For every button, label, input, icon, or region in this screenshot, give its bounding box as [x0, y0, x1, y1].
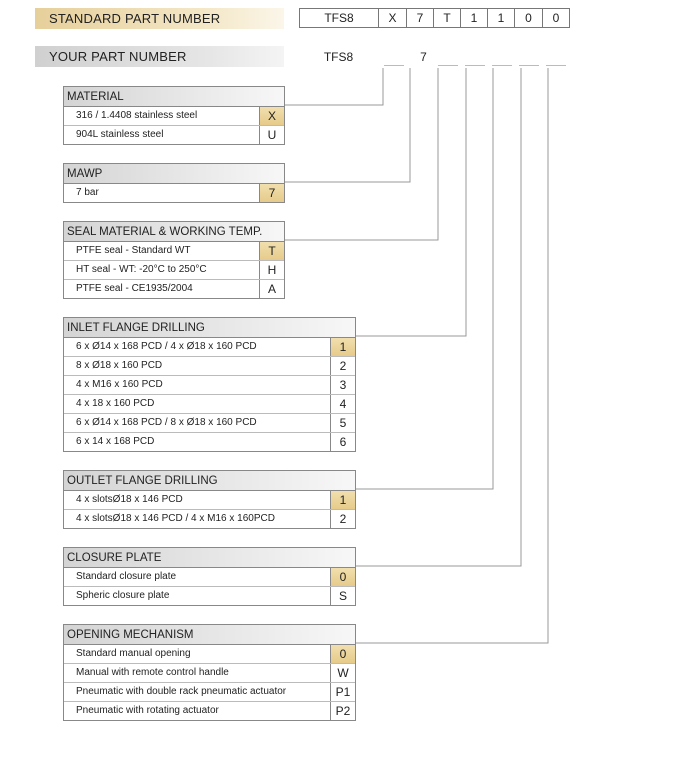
connector-seal	[285, 68, 438, 240]
section-material	[63, 86, 285, 145]
section-title: SEAL MATERIAL & WORKING TEMP.	[63, 221, 285, 241]
option-description: Spheric closure plate	[76, 590, 170, 601]
option-row[interactable]	[64, 682, 355, 701]
option-table	[63, 567, 356, 606]
option-table	[63, 183, 285, 203]
option-row[interactable]	[64, 491, 355, 509]
section-title: MATERIAL	[63, 86, 285, 106]
option-description: Standard manual opening	[76, 648, 191, 659]
standard-code-seal: T	[433, 8, 460, 28]
option-row[interactable]	[64, 394, 355, 413]
option-description: 4 x 18 x 160 PCD	[76, 398, 155, 409]
your-part-number-label: YOUR PART NUMBER	[35, 46, 284, 67]
option-description: 316 / 1.4408 stainless steel	[76, 110, 198, 121]
option-row[interactable]	[64, 663, 355, 682]
section-seal-material	[63, 221, 285, 299]
option-row[interactable]	[64, 338, 355, 356]
option-description: Standard closure plate	[76, 571, 177, 582]
connector-material	[285, 68, 383, 105]
connector-outlet	[356, 68, 493, 489]
option-code-selected: T	[259, 242, 284, 260]
option-row[interactable]	[64, 586, 355, 605]
option-code: H	[259, 261, 284, 279]
option-code: 2	[330, 510, 355, 528]
option-description: PTFE seal - CE1935/2004	[76, 283, 193, 294]
option-code: W	[330, 664, 355, 682]
option-description: 4 x M16 x 160 PCD	[76, 379, 163, 390]
your-code-mawp: 7	[420, 50, 427, 64]
option-description: 7 bar	[76, 187, 99, 198]
option-description: Pneumatic with double rack pneumatic actuator	[76, 686, 287, 697]
option-row[interactable]	[64, 645, 355, 663]
option-code: 3	[330, 376, 355, 394]
option-code: 4	[330, 395, 355, 413]
connector-opening	[356, 68, 548, 643]
option-table	[63, 490, 356, 529]
option-row[interactable]	[64, 375, 355, 394]
option-description: Manual with remote control handle	[76, 667, 229, 678]
option-code: 6	[330, 433, 355, 451]
option-description: 6 x Ø14 x 168 PCD / 4 x Ø18 x 160 PCD	[76, 341, 257, 352]
option-description: HT seal - WT: -20°C to 250°C	[76, 264, 207, 275]
option-row[interactable]	[64, 568, 355, 586]
option-row[interactable]	[64, 356, 355, 375]
option-description: Pneumatic with rotating actuator	[76, 705, 219, 716]
connector-inlet	[356, 68, 466, 336]
option-code: P1	[330, 683, 355, 701]
standard-part-number-label: STANDARD PART NUMBER	[35, 8, 284, 29]
option-code: P2	[330, 702, 355, 720]
option-code: U	[259, 126, 284, 144]
section-closure-plate	[63, 547, 356, 606]
option-code: S	[330, 587, 355, 605]
section-title: OUTLET FLANGE DRILLING	[63, 470, 356, 490]
standard-code-prefix: TFS8	[299, 8, 378, 28]
section-title: INLET FLANGE DRILLING	[63, 317, 356, 337]
option-description: 4 x slotsØ18 x 146 PCD	[76, 494, 183, 505]
option-description: 8 x Ø18 x 160 PCD	[76, 360, 163, 371]
section-opening-mechanism	[63, 624, 356, 721]
option-description: 6 x Ø14 x 168 PCD / 8 x Ø18 x 160 PCD	[76, 417, 257, 428]
option-code: A	[259, 280, 284, 298]
section-outlet-flange	[63, 470, 356, 529]
option-description: 6 x 14 x 168 PCD	[76, 436, 155, 447]
option-row[interactable]	[64, 260, 284, 279]
option-table	[63, 106, 285, 145]
section-inlet-flange	[63, 317, 356, 452]
option-description: 4 x slotsØ18 x 146 PCD / 4 x M16 x 160PCD	[76, 513, 275, 524]
standard-code-closure: 0	[514, 8, 542, 28]
option-code-selected: 7	[259, 184, 284, 202]
option-row[interactable]	[64, 184, 284, 202]
option-table	[63, 241, 285, 299]
section-title: OPENING MECHANISM	[63, 624, 356, 644]
standard-code-mawp: 7	[406, 8, 433, 28]
option-row[interactable]	[64, 432, 355, 451]
option-row[interactable]	[64, 107, 284, 125]
option-row[interactable]	[64, 125, 284, 144]
section-title: MAWP	[63, 163, 285, 183]
option-code-selected: 1	[330, 491, 355, 509]
option-code: 2	[330, 357, 355, 375]
standard-code-opening: 0	[542, 8, 570, 28]
option-row[interactable]	[64, 279, 284, 298]
option-table	[63, 644, 356, 721]
option-code: 5	[330, 414, 355, 432]
section-title: CLOSURE PLATE	[63, 547, 356, 567]
your-code-prefix: TFS8	[323, 50, 354, 64]
option-row[interactable]	[64, 509, 355, 528]
option-row[interactable]	[64, 413, 355, 432]
option-code-selected: 0	[330, 645, 355, 663]
option-row[interactable]	[64, 242, 284, 260]
option-code-selected: 0	[330, 568, 355, 586]
standard-code-inlet: 1	[460, 8, 487, 28]
option-code-selected: 1	[330, 338, 355, 356]
option-description: PTFE seal - Standard WT	[76, 245, 191, 256]
connector-mawp	[285, 68, 410, 182]
standard-code-outlet: 1	[487, 8, 514, 28]
standard-code-material: X	[378, 8, 406, 28]
option-row[interactable]	[64, 701, 355, 720]
option-table	[63, 337, 356, 452]
option-code-selected: X	[259, 107, 284, 125]
section-mawp	[63, 163, 285, 203]
option-description: 904L stainless steel	[76, 129, 164, 140]
